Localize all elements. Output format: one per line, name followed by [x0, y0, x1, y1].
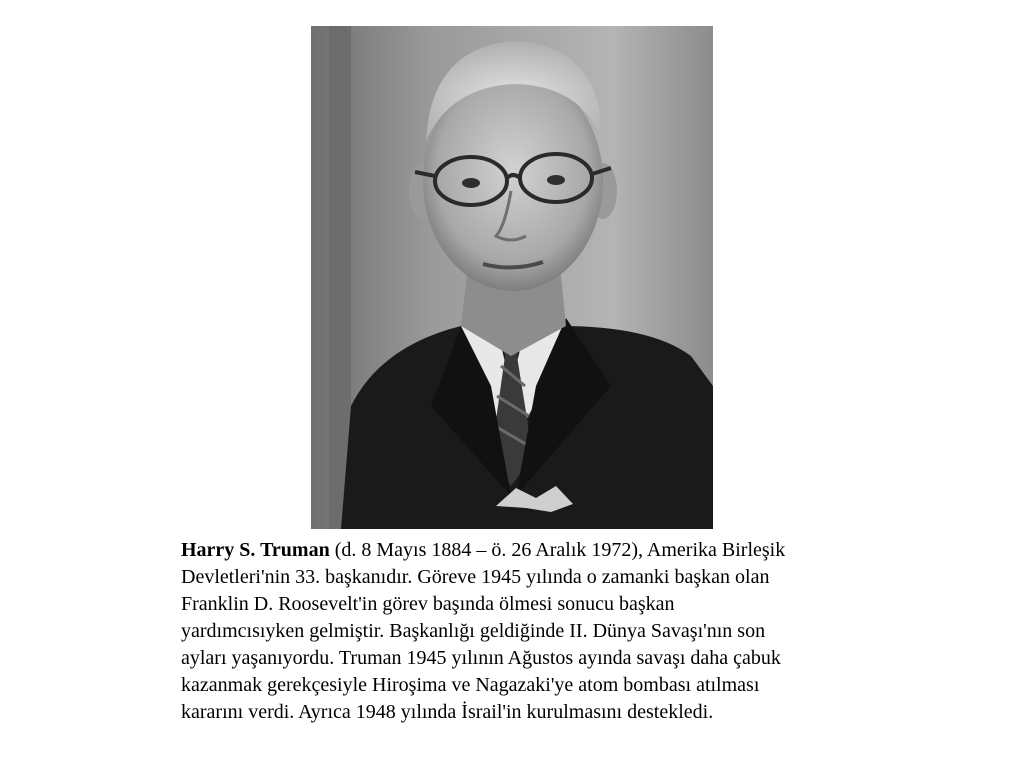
caption-line-5: ayları yaşanıyordu. Truman 1945 yılının Ağustos ayında savaşı daha çabuk: [181, 647, 781, 669]
caption-line-4: yardımcısıyken gelmiştir. Başkanlığı geldiğinde II. Dünya Savaşı'nın son: [181, 620, 766, 642]
biography-caption: [181, 537, 901, 726]
caption-line-1: [181, 537, 901, 564]
caption-line-6: kazanmak gerekçesiyle Hiroşima ve Nagazaki'ye atom bombası atılması: [181, 674, 760, 696]
caption-line-2: Devletleri'nin 33. başkanıdır. Göreve 1945 yılında o zamanki başkan olan: [181, 566, 770, 588]
portrait-photo: [311, 26, 713, 529]
portrait-illustration: [311, 26, 713, 529]
caption-line-1-text: (d. 8 Mayıs 1884 – ö. 26 Aralık 1972), Amerika Birleşik: [329, 539, 786, 561]
caption-line-3: Franklin D. Roosevelt'in görev başında ölmesi sonucu başkan: [181, 593, 675, 615]
caption-name: Harry S. Truman: [181, 539, 330, 561]
caption-line-7: kararını verdi. Ayrıca 1948 yılında İsrail'in kurulmasını destekledi.: [181, 701, 714, 723]
